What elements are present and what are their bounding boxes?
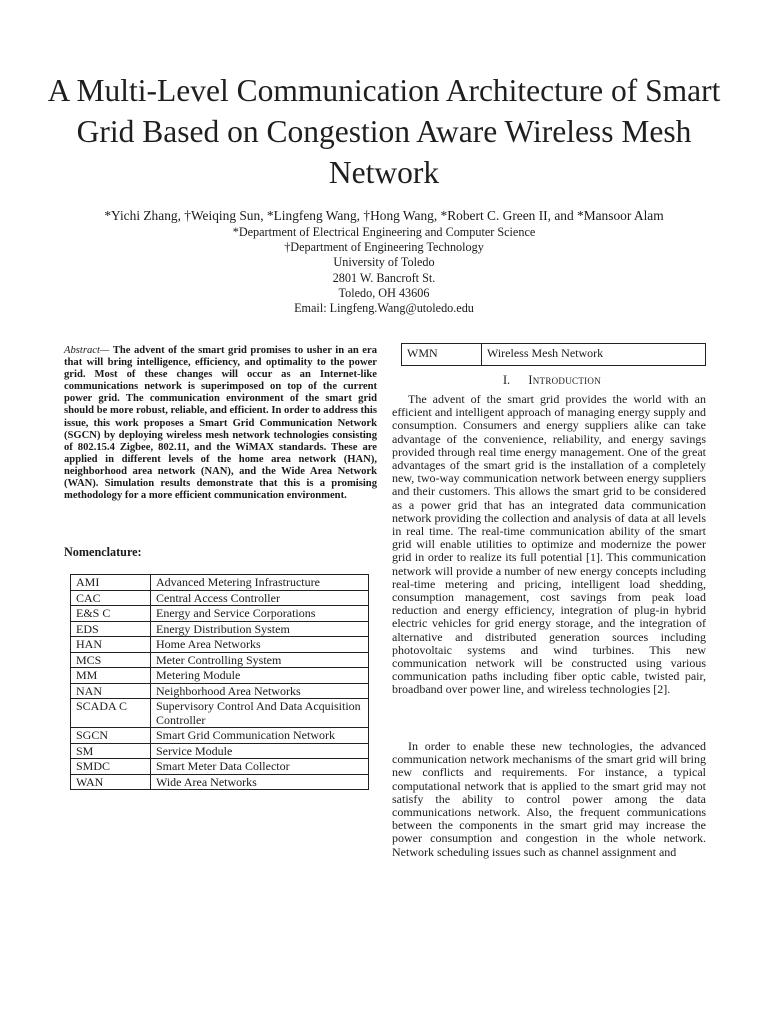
affiliation-line: 2801 W. Bancroft St.: [332, 270, 436, 285]
author-list: *Yichi Zhang, †Weiqing Sun, *Lingfeng Wang, †Hong Wang, *Robert C. Green II, and *Mansoor Alam: [104, 208, 664, 223]
paper-title: A Multi-Level Communication Architecture of Smart Grid Based on Congestion Aware Wireless Mesh Network: [47, 73, 721, 190]
definition-cell: Wide Area Networks: [151, 774, 369, 790]
abstract-text: The advent of the smart grid promises to usher in an era that will bring intelligence, efficiency, and optimality to the power grid. Most of these changes will occur as an Internet-like communications network is superimposed on top of the current power grid. The communication environment of the smart grid should be more robust, reliable, and efficient. In order to address this issue, this work proposes a Smart Grid Communication Network (SGCN) by deploying wireless mesh network technologies consisting of 802.15.4 Zigbee, 802.11, and the WiMAX standards. These are applied in different levels of the home area network (HAN), neighborhood area network (NAN), and the Wide Area Network (WAN). Simulation results demonstrate that this is a promising methodology for a more efficient communication environment.: [64, 345, 377, 502]
abbreviation-cell: AMI: [71, 575, 151, 591]
table-row: [71, 621, 369, 637]
definition-cell: Central Access Controller: [151, 590, 369, 606]
definition-cell: Smart Meter Data Collector: [151, 759, 369, 775]
nomenclature-table: [70, 574, 369, 790]
abbreviation-cell: EDS: [71, 621, 151, 637]
abbreviation-cell: SCADA C: [71, 699, 151, 728]
affiliation-line: University of Toledo: [333, 255, 435, 270]
abbreviation-cell: E&S C: [71, 606, 151, 622]
abbreviation-cell: SM: [71, 743, 151, 759]
table-row: [71, 774, 369, 790]
abbreviation-cell: SGCN: [71, 728, 151, 744]
table-row: [71, 743, 369, 759]
abstract-label: Abstract—: [64, 345, 110, 356]
definition-cell: Neighborhood Area Networks: [151, 683, 369, 699]
nomenclature-table-continued: [401, 343, 706, 366]
abbreviation-cell: WAN: [71, 774, 151, 790]
definition-cell: Advanced Metering Infrastructure: [151, 575, 369, 591]
abbreviation-cell: WMN: [402, 344, 482, 366]
affiliation-line: †Department of Engineering Technology: [284, 240, 484, 255]
definition-cell: Metering Module: [151, 668, 369, 684]
abbreviation-cell: MM: [71, 668, 151, 684]
abbreviation-cell: HAN: [71, 637, 151, 653]
table-row: [71, 590, 369, 606]
definition-cell: Energy and Service Corporations: [151, 606, 369, 622]
nomenclature-heading: Nomenclature:: [64, 545, 142, 559]
definition-cell: Meter Controlling System: [151, 652, 369, 668]
affiliation-line: Toledo, OH 43606: [338, 285, 430, 300]
table-row: [71, 683, 369, 699]
body-paragraph: The advent of the smart grid provides the world with an efficient and intelligent approach of managing energy supply and consumption. Consumers and energy suppliers alike can take advantage of the convenience, reliability, and energy savings provided through real time energy management. One of the great advantages of the smart grid is the installation of a completely new, two-way communication network between energy suppliers and their customers. This allows the smart grid to be considered as a power grid that has an integrated data communication network providing the collection and analysis of data at all levels in real time. The real-time communication ability of the smart grid will enable utilities to optimize and modernize the power grid in order to realize its full potential [1]. This communication network will provide a number of new energy concepts including real-time metering and pricing, intelligent load shedding, consumption management, cost savings from peak load reduction and energy efficiency, integration of plug-in hybrid electric vehicles for grid energy storage, and the integration of alternative and distributed generation sources including photovoltaic systems and wind turbines. This new communication network will be constructed using various communication paths including fiber optic cable, twisted pair, broadband over power line, and wireless technologies [2].: [392, 392, 706, 697]
definition-cell: Home Area Networks: [151, 637, 369, 653]
abbreviation-cell: NAN: [71, 683, 151, 699]
section-title: Introduction: [528, 373, 602, 387]
body-paragraph: In order to enable these new technologies, the advanced communication network mechanisms of the smart grid will bring new conflicts and requirements. For instance, a typical computational network that is applied to the smart grid may not satisfy the ability to control power among the data communications network. Also, the frequent communications between the components in the smart grid may increase the power consumption and congestion in the whole network. Network scheduling issues such as channel assignment and: [392, 739, 706, 859]
section-number: I.: [502, 373, 511, 387]
definition-cell: Smart Grid Communication Network: [151, 728, 369, 744]
table-row: [71, 575, 369, 591]
table-row: [71, 728, 369, 744]
abbreviation-cell: MCS: [71, 652, 151, 668]
table-row: [71, 668, 369, 684]
definition-cell: Service Module: [151, 743, 369, 759]
definition-cell: Supervisory Control And Data Acquisition Controller: [151, 699, 369, 728]
table-row: [71, 606, 369, 622]
contact-email: Email: Lingfeng.Wang@utoledo.edu: [294, 301, 474, 316]
abbreviation-cell: CAC: [71, 590, 151, 606]
section-heading: [392, 373, 712, 388]
table-row: [71, 637, 369, 653]
table-row: [71, 652, 369, 668]
table-row: [402, 344, 706, 366]
abstract: [64, 345, 377, 502]
affiliation-line: *Department of Electrical Engineering and Computer Science: [232, 225, 536, 239]
abbreviation-cell: SMDC: [71, 759, 151, 775]
affiliations: [40, 225, 728, 316]
table-row: [71, 759, 369, 775]
table-row: [71, 699, 369, 728]
definition-cell: Wireless Mesh Network: [482, 344, 706, 366]
definition-cell: Energy Distribution System: [151, 621, 369, 637]
